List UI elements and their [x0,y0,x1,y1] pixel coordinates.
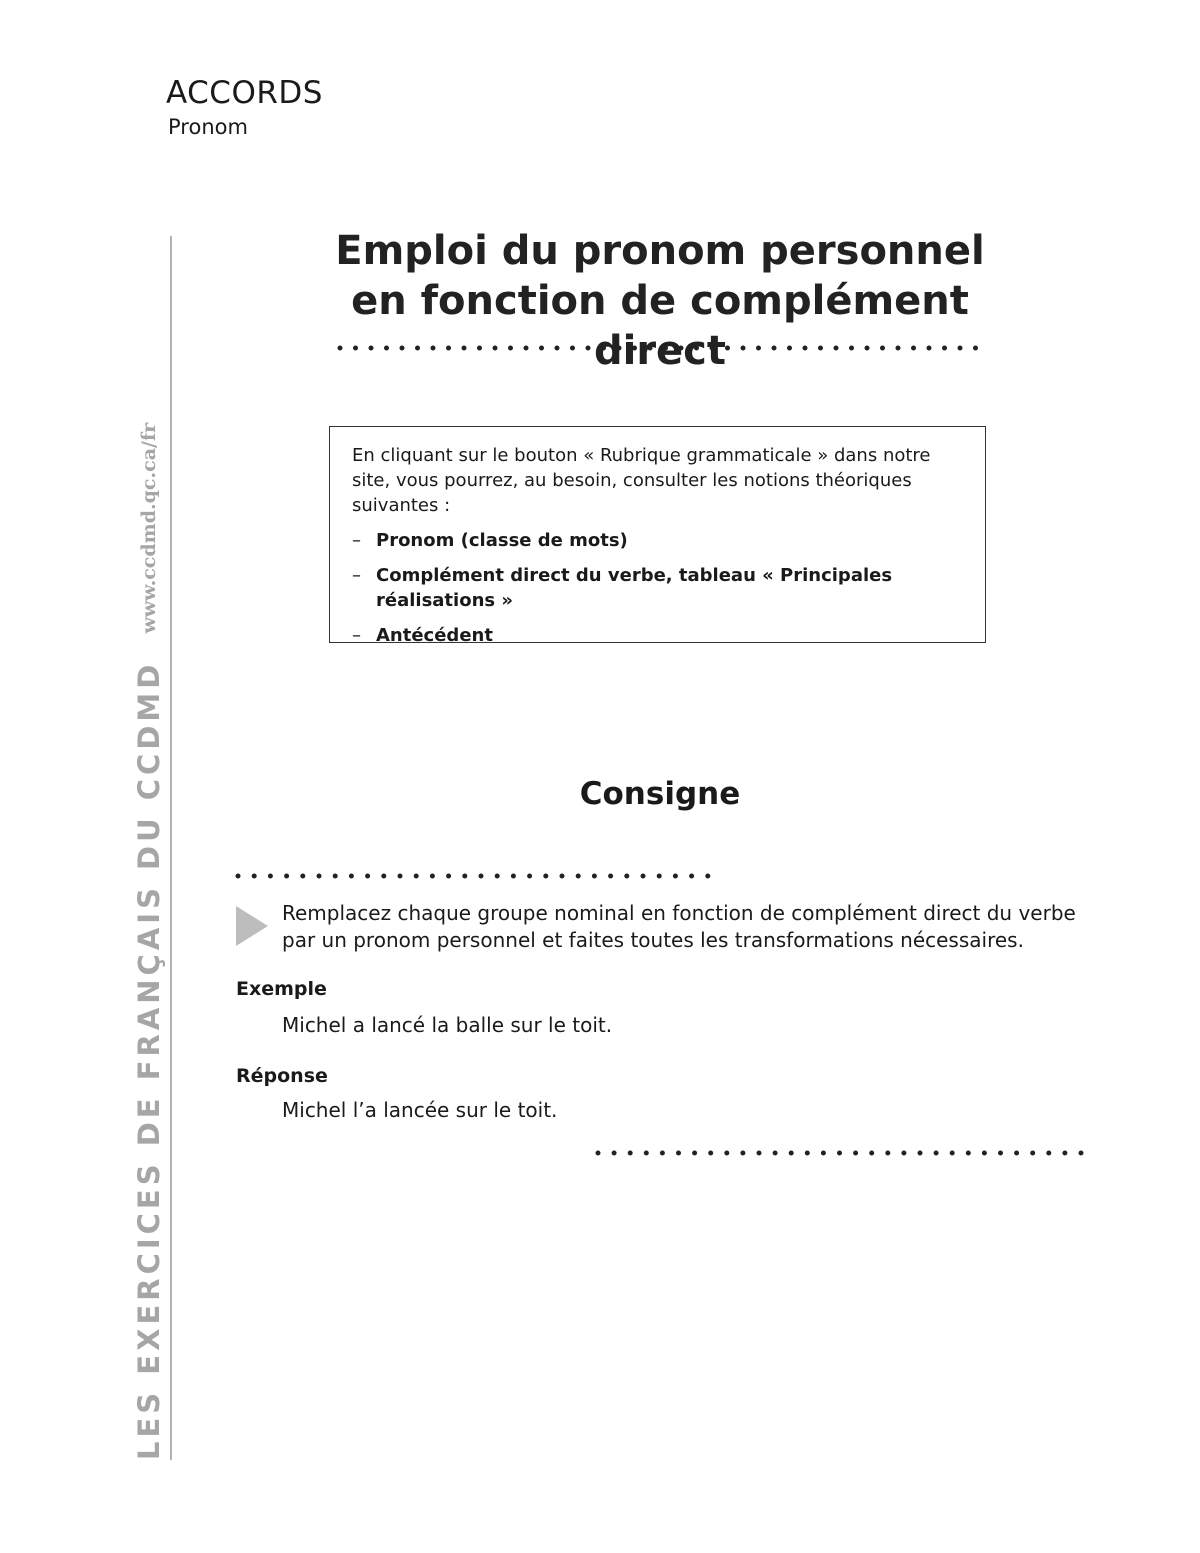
answer-label: Réponse [236,1065,328,1087]
series-name: LES EXERCICES DE FRANÇAIS DU CCDMD [132,660,166,1460]
list-item [352,563,963,613]
vertical-rule [170,236,172,1460]
section-title: ACCORDS [166,75,323,111]
side-banner [132,423,166,1460]
list-dash: – [352,625,361,646]
consigne-heading: Consigne [579,776,741,812]
list-dash: – [352,565,361,586]
title-dotted-divider [336,345,986,351]
list-item-text: Complément direct du verbe, tableau « Principales réalisations » [376,565,893,611]
answer-text: Michel l’a lancée sur le toit. [282,1098,558,1122]
triangle-arrow-icon [236,906,268,946]
page-title-line-1: Emploi du pronom personnel [335,228,985,274]
list-item-text: Antécédent [376,625,493,646]
notice-box [329,426,986,646]
list-item [352,528,963,553]
section-subtitle: Pronom [168,115,248,139]
notice-intro: En cliquant sur le bouton « Rubrique grammaticale » dans notre site, vous pourrez, au besoin, consulter les notions théoriques suivantes : [352,445,931,516]
list-item-text: Pronom (classe de mots) [376,530,628,551]
example-text: Michel a lancé la balle sur le toit. [282,1013,613,1037]
list-dash: – [352,530,361,551]
page-title [300,226,1020,376]
instruction-text: Remplacez chaque groupe nominal en fonction de complément direct du verbe par un pronom personnel et faites toutes les transformations nécessaires. [282,901,1076,952]
consigne-dotted-divider [234,873,728,879]
page-title-line-2: en fonction de complément direct [351,278,969,374]
example-label: Exemple [236,978,327,1000]
bottom-dotted-divider [594,1150,1086,1156]
site-url: www.ccdmd.qc.ca/fr [138,422,160,634]
list-item [352,623,963,648]
